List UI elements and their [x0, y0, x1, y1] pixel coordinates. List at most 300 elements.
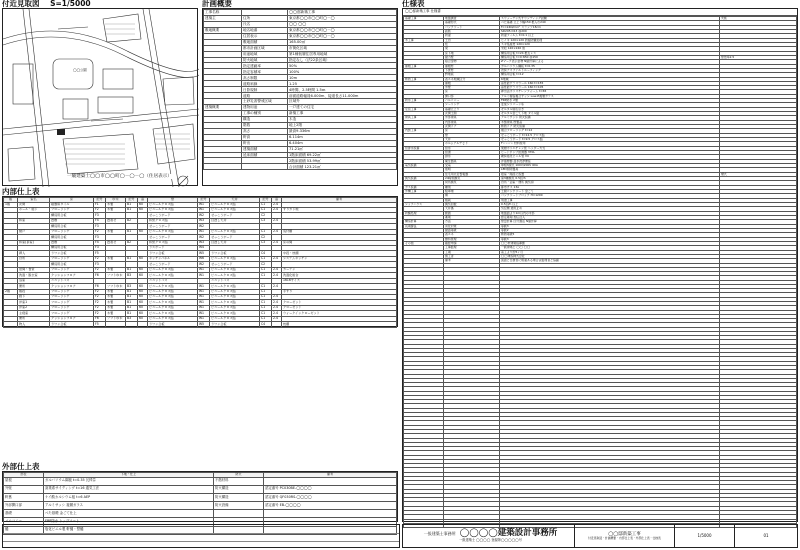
spec-cell: 給湯 — [444, 151, 500, 155]
interior-cell: 構造用合板 — [50, 262, 94, 267]
interior-cell: 台所 — [18, 256, 50, 261]
plan-cell: 氏名 — [242, 21, 288, 27]
interior-cell: ビニールクロス貼 — [148, 311, 198, 316]
interior-cell: 2.4 — [272, 202, 282, 207]
interior-cell: 60 — [138, 284, 148, 289]
interior-cell: 廊下 — [18, 294, 50, 299]
interior-cell: F3 — [94, 213, 106, 218]
interior-cell: B1 — [126, 267, 138, 272]
interior-cell: C1 — [260, 289, 272, 294]
spec-cell: 受電 — [444, 164, 500, 168]
spec-cell: 玄関ドア — [444, 125, 500, 129]
interior-cell: ビニールクロス貼 — [148, 289, 198, 294]
interior-cell: クッションフロア — [50, 284, 94, 289]
interior-cell: 手すり — [282, 289, 397, 294]
interior-cell: W1 — [198, 273, 210, 278]
spec-cell: 壁 — [444, 133, 500, 137]
interior-cell: クローゼット — [282, 300, 397, 305]
interior-cell: F3 — [94, 224, 106, 229]
exterior-cell: バルコニー — [4, 518, 44, 526]
interior-finish-table — [3, 197, 397, 328]
spec-cell: ホルムアルデヒド — [444, 142, 500, 146]
interior-cell: ビニールクロス貼 — [148, 273, 198, 278]
spec-cell: ヒノキ 120×120 防腐防蟻処理 — [500, 38, 720, 42]
spec-cell: 基礎工事 — [404, 16, 444, 20]
interior-cell: 60 — [138, 289, 148, 294]
exterior-cell: 外壁 — [4, 485, 44, 493]
spec-cell: 複合フローリング t=12 — [500, 129, 720, 133]
interior-cell: B1 — [126, 256, 138, 261]
spec-cell: 屋根 — [444, 81, 500, 85]
plan-cell: 新築工事 — [288, 110, 397, 116]
interior-header-cell: 巾木 — [106, 198, 126, 203]
spec-cell: 断熱工事 — [404, 77, 444, 81]
interior-cell: C1 — [260, 273, 272, 278]
exterior-cell: べた基礎 金ごて仕上 — [44, 510, 214, 518]
map-drawing — [3, 9, 199, 187]
exterior-row — [4, 493, 397, 501]
plan-cell: 工事名称 — [204, 10, 242, 16]
spec-cell: 電気設備 — [404, 164, 444, 168]
plan-cell: 指定なし（法22条区域） — [288, 57, 397, 63]
spec-cell: 耐震等級 — [444, 228, 500, 232]
interior-header-cell: 記号 — [126, 198, 138, 203]
interior-cell: 60 — [138, 300, 148, 305]
exterior-cell: 認定番号 PC030BE-◯◯◯◯ — [264, 485, 397, 493]
plan-cell: 延床面積 — [242, 152, 288, 158]
plan-cell: 指定建蔽率 — [242, 63, 288, 69]
interior-cell: C1 — [260, 305, 272, 310]
interior-cell: 床の間 — [282, 240, 397, 245]
interior-cell: F2 — [94, 294, 106, 299]
interior-cell: ビニールクロス貼 — [148, 294, 198, 299]
spec-cell: べた基礎 立上り幅150 根入れ240 — [500, 21, 720, 25]
interior-cell: 和紙クロス貼 — [148, 240, 198, 245]
spec-cell: 長期優良 — [404, 224, 444, 228]
spec-cell: 種別 — [444, 185, 500, 189]
interior-cell: F6 — [94, 273, 106, 278]
spec-cell: 駐車場 — [444, 190, 500, 194]
spec-table — [403, 16, 797, 528]
interior-cell: W2 — [198, 235, 210, 240]
office-label: 一級建築士事務所 — [423, 530, 456, 536]
spec-cell: 台所・浴室・便所 換気扇 — [500, 181, 720, 185]
spec-cell: 植栽 — [444, 198, 500, 202]
interior-cell: W1 — [198, 202, 210, 207]
plan-cell: ◯◯邸新築工事 — [288, 10, 397, 16]
interior-header-cell: 壁 — [148, 198, 198, 203]
interior-cell: 2.4 — [272, 256, 282, 261]
plan-cell: 地上2階 — [288, 122, 397, 128]
interior-cell: ソフト巾木 — [106, 316, 126, 321]
spec-cell: ◯◯建設株式会社 — [500, 254, 720, 258]
interior-cell: C1 — [260, 284, 272, 289]
spec-cell: Zマーク表示金物 N値計算による — [500, 60, 720, 64]
interior-cell: ラワン合板 — [148, 251, 198, 256]
spec-cell: 認定薬剤 加圧注入 — [500, 216, 720, 220]
interior-cell: 2階 — [4, 289, 18, 294]
plan-summary-table — [203, 9, 397, 170]
plan-cell: 100% — [288, 69, 397, 75]
spec-cell: コンクリート — [444, 25, 500, 29]
spec-cell: 施工者 — [444, 254, 500, 258]
interior-cell: 畳寄せ — [106, 240, 126, 245]
interior-cell: F3 — [94, 262, 106, 267]
plan-cell: 一戸建ての住宅 — [288, 105, 397, 111]
spec-cell: バルコニー — [444, 99, 500, 103]
interior-cell: 玄関 — [18, 202, 50, 207]
spec-cell: 照明 — [444, 168, 500, 172]
exterior-cell: 防火構造 — [214, 485, 264, 493]
interior-cell: せっこうボード — [210, 262, 260, 267]
exterior-cell: FRP防水 トップコート — [44, 518, 214, 526]
interior-header-cell: 記号 — [260, 198, 272, 203]
spec-cell: 天井裏 — [444, 207, 500, 211]
interior-cell: 磁器質タイル — [50, 202, 94, 207]
exterior-cell — [214, 510, 264, 518]
interior-cell: 1階 — [4, 202, 18, 207]
spec-cell: 塀 — [444, 194, 500, 198]
interior-cell: ビニールクロス貼 — [210, 256, 260, 261]
spec-cell: 左官工事 — [404, 107, 444, 111]
map-caption: 一級建築士◯◯市◯◯町◯－◯－◯（住居表示） — [67, 174, 172, 179]
plan-cell: 建築主 — [204, 15, 242, 21]
interior-cell: ラワン合板 — [210, 322, 260, 327]
interior-cell: ビニールクロス貼 — [210, 284, 260, 289]
interior-cell — [272, 322, 282, 327]
interior-cell: 2.4 — [272, 316, 282, 321]
spec-cell: 構造用合板 t=9 N50 @150 — [500, 55, 720, 59]
interior-cell: F3 — [94, 246, 106, 251]
interior-cell: ラワン合板 — [50, 322, 94, 327]
interior-cell: ラスボード — [148, 246, 198, 251]
plan-cell: 階数 — [242, 122, 288, 128]
interior-cell: W3 — [198, 240, 210, 245]
spec-cell: 住宅用火災警報器 — [444, 172, 500, 176]
plan-cell: 2階床面積 53.99㎡ — [288, 158, 397, 164]
interior-cell: C1 — [260, 256, 272, 261]
interior-cell: ビニールクロス貼 — [210, 289, 260, 294]
interior-cell: W4 — [198, 246, 210, 251]
interior-cell: せっこうボード — [210, 235, 260, 240]
plan-cell: 高さ制限 — [242, 75, 288, 81]
exterior-section-title: 外部仕上表 — [2, 463, 43, 472]
plan-summary-box — [202, 8, 398, 186]
spec-cell: 地盤面より1m以内の木部 — [500, 211, 720, 215]
interior-cell: 60 — [138, 267, 148, 272]
interior-cell: ビニールクロス貼 — [148, 316, 198, 321]
interior-cell: 2.4 — [272, 311, 282, 316]
exterior-header-cell: 下地・仕上 — [44, 473, 214, 478]
drawing-title: 付近見取図・計画概要・内部仕上表・外部仕上表・仕様表 — [588, 535, 661, 540]
spec-cell: 24時間換気 — [444, 177, 500, 181]
plan-cell — [242, 164, 288, 170]
spec-cell: SD295 D13 @200 — [500, 29, 720, 33]
interior-cell: C3 — [260, 218, 272, 223]
spec-cell: 局所換気 — [444, 181, 500, 185]
plan-cell: 工事の種別 — [242, 110, 288, 116]
interior-cell: F4 — [94, 240, 106, 245]
interior-cell: C1 — [260, 311, 272, 316]
spec-cell: F☆☆☆☆ 材料使用 — [500, 142, 720, 146]
interior-cell: W1 — [198, 311, 210, 316]
spec-cell: 第3種換気 0.5回/h — [500, 177, 720, 181]
interior-cell: B1 — [126, 294, 138, 299]
interior-cell: ウォークインクローゼット — [282, 311, 397, 316]
interior-cell: C2 — [260, 235, 272, 240]
exterior-header-cell: 防火 — [214, 473, 264, 478]
interior-cell: クッションフロア — [50, 316, 94, 321]
exterior-cell: 屋根 — [4, 477, 44, 485]
interior-cell: 便所 — [18, 316, 50, 321]
spec-cell: モルタル刷毛引き — [500, 107, 720, 111]
plan-cell: 6.404m — [288, 140, 397, 146]
exterior-row — [4, 510, 397, 518]
interior-cell: 木製 — [106, 311, 126, 316]
spec-cell: アルミ樹脂複合サッシ Low-E複層ガラス — [500, 94, 720, 98]
interior-cell — [126, 322, 138, 327]
spec-cell: 断熱ドア 防火設備 — [500, 125, 720, 129]
plan-cell: 4時間、2.5時間 1.5ｍ — [288, 87, 397, 93]
plan-section-title: 計画概要 — [202, 0, 235, 9]
spec-cell: 都市ガス 13A — [500, 185, 720, 189]
exterior-cell: 窯業系サイディング t=16 通気工法 — [44, 485, 214, 493]
plan-cell: 防火地域 — [242, 57, 288, 63]
interior-cell: ビニールクロス貼 — [148, 267, 198, 272]
interior-cell: ビニールクロス貼 — [210, 273, 260, 278]
interior-cell: 2.4 — [272, 294, 282, 299]
spec-cell: 構造用合板 t=12 — [500, 73, 720, 77]
plan-cell: 区域外 — [288, 99, 397, 105]
plan-cell: 都市計画区域 — [242, 45, 288, 51]
exterior-cell: 基礎 — [4, 510, 44, 518]
interior-cell: ソフト巾木 — [106, 273, 126, 278]
spec-cell: 野地板 — [444, 73, 500, 77]
interior-cell: ビニールクロス貼 — [210, 207, 260, 212]
spec-cell: 維持管理 — [444, 237, 500, 241]
spec-cell: 架橋ポリエチレン管 ヘッダー方式 — [500, 146, 720, 150]
exterior-cell: 不燃材料 — [214, 477, 264, 485]
spec-cell: 断熱等級5 — [500, 233, 720, 237]
interior-cell: C1 — [260, 202, 272, 207]
interior-cell: 60 — [138, 316, 148, 321]
interior-cell: B1 — [126, 305, 138, 310]
vicinity-map — [2, 8, 198, 186]
interior-cell: 洋室1 — [18, 300, 50, 305]
spec-cell: FRP防水 2層 — [500, 99, 720, 103]
interior-cell: ラワン合板 — [148, 322, 198, 327]
spec-cell: 内部建具 — [444, 120, 500, 124]
interior-cell: 2.4 — [272, 284, 282, 289]
interior-cell: ソフト巾木 — [106, 284, 126, 289]
spec-cell: 内装工事 — [404, 129, 444, 133]
office-name: ◯◯◯◯建築設計事務所 — [459, 528, 558, 539]
interior-cell: せっこうボード — [148, 224, 198, 229]
spec-cell: 外壁 — [444, 86, 500, 90]
spec-cell: 省エネ地域区分 — [444, 77, 500, 81]
interior-cell: 洗面化粧台 — [282, 273, 397, 278]
spec-cell: 構造用合板 t=24 根太レス — [500, 51, 720, 55]
interior-cell — [138, 322, 148, 327]
interior-cell: F2 — [94, 229, 106, 234]
interior-cell: 木製 — [106, 207, 126, 212]
plan-cell: 6.114m — [288, 134, 397, 140]
plan-cell: 165.00㎡ — [288, 39, 397, 45]
exterior-header-cell: 備考 — [264, 473, 397, 478]
interior-cell: ビニールクロス貼 — [210, 229, 260, 234]
spec-cell: せっこうボード t=12.5 クロス貼 — [500, 133, 720, 137]
spec-cell: 土台 — [444, 38, 500, 42]
spec-cell: 耐力壁 — [444, 55, 500, 59]
interior-cell: 構造用合板 — [50, 246, 94, 251]
scale-cell — [675, 525, 735, 547]
spec-cell: 建具工事 — [404, 116, 444, 120]
interior-cell: ビニールクロス貼 — [210, 294, 260, 299]
spec-cell: LED照明器具 — [500, 168, 720, 172]
spec-cell: ガス設備 — [404, 185, 444, 189]
spec-cell: 確認申請 — [444, 241, 500, 245]
exterior-row — [4, 502, 397, 510]
exterior-cell: 防火構造 — [214, 493, 264, 501]
plan-cell: 道路 — [242, 93, 288, 99]
spec-cell: 図面と仕様書に相違ある場合は監理者と協議 — [500, 259, 720, 263]
interior-cell: W1 — [198, 316, 210, 321]
interior-cell: C4 — [260, 322, 272, 327]
spec-cell: 改質アスファルトルーフィング — [500, 68, 720, 72]
interior-cell: 木製 — [106, 256, 126, 261]
spec-cell: 床 — [444, 129, 500, 133]
plan-cell: 建物用途 — [242, 105, 288, 111]
exterior-cell — [264, 477, 397, 485]
spec-cell: 壁倍率2.5 — [720, 55, 797, 59]
interior-cell: C4 — [260, 251, 272, 256]
exterior-row — [4, 477, 397, 485]
park-label: ◯◯公園 — [73, 68, 87, 72]
spec-cell: 天井 — [444, 138, 500, 142]
spec-section-title: 仕様表 — [402, 0, 428, 9]
interior-cell: C1 — [260, 267, 272, 272]
spec-cell: 備考 — [444, 259, 500, 263]
interior-cell: フローリング — [50, 267, 94, 272]
plan-cell: 指定容積率 — [242, 69, 288, 75]
plan-cell: 用途地域 — [242, 51, 288, 57]
interior-cell: W1 — [198, 300, 210, 305]
plan-cell: 構造 — [242, 116, 288, 122]
interior-cell: B1 — [126, 289, 138, 294]
interior-cell: 和紙クロス貼 — [148, 218, 198, 223]
interior-cell: F2 — [94, 289, 106, 294]
interior-cell — [106, 322, 126, 327]
interior-cell: 構造用合板 — [50, 235, 94, 240]
interior-cell: 木製 — [106, 289, 126, 294]
interior-cell: カーテン — [282, 267, 397, 272]
interior-cell: F6 — [94, 316, 106, 321]
interior-header-cell: 階 — [4, 198, 18, 203]
interior-cell: W1 — [198, 294, 210, 299]
spec-cell: 外構工事 — [404, 190, 444, 194]
interior-cell: フローリング — [50, 311, 94, 316]
interior-cell: 木製 — [106, 300, 126, 305]
spec-cell: 換気設備 — [404, 177, 444, 181]
interior-cell: 和室 — [18, 218, 50, 223]
interior-cell: 畳寄せ — [106, 218, 126, 223]
spec-cell: 構造計算 — [404, 220, 444, 224]
exterior-cell: 軒裏 — [4, 493, 44, 501]
interior-cell: フローリング — [50, 294, 94, 299]
plan-row — [204, 164, 397, 170]
interior-cell: ビニールクロス貼 — [148, 300, 198, 305]
spec-cell: 等級3 — [500, 237, 720, 241]
interior-cell: B1 — [126, 300, 138, 305]
spec-cell: 給水 — [444, 146, 500, 150]
spec-cell: 土間コンクリート 金ごて — [500, 190, 720, 194]
interior-header-cell: 高 — [272, 198, 282, 203]
interior-cell: C2 — [260, 262, 272, 267]
interior-cell: W1 — [198, 284, 210, 289]
interior-cell: フローリング — [50, 229, 94, 234]
spec-cell: 防湿フィルム t=0.1 以上 — [500, 34, 720, 38]
interior-cell: C1 — [260, 294, 272, 299]
interior-cell: F4 — [94, 218, 106, 223]
plan-cell: 木造 — [288, 116, 397, 122]
plan-cell: 東京都◯◯市◯◯町◯－◯ — [288, 27, 397, 33]
interior-cell: 便所 — [18, 284, 50, 289]
sheet-no-cell — [735, 525, 797, 547]
interior-cell: F1 — [94, 202, 106, 207]
plan-cell: 建築概要 — [204, 105, 242, 111]
exterior-cell: ガルバリウム鋼板 t=0.35 瓦棒葺 — [44, 477, 214, 485]
interior-cell: フローリング — [50, 300, 94, 305]
interior-cell: C3 — [260, 240, 272, 245]
interior-cell: ビニールクロス貼 — [210, 300, 260, 305]
interior-cell: 造付棚 — [282, 229, 397, 234]
plan-cell: 日影規制 — [242, 87, 288, 93]
spec-cell: 換気回数 — [444, 203, 500, 207]
interior-cell: C1 — [260, 316, 272, 321]
spec-cell: その他 — [404, 241, 444, 245]
spec-cell: 防水工事 — [404, 99, 444, 103]
spec-cell: 等級3 — [500, 224, 720, 228]
spec-cell: 鉄筋 — [444, 29, 500, 33]
exterior-cell: 防火設備 — [214, 502, 264, 510]
plan-cell: 前面道路幅員6.000m、接道長さ11.000m — [288, 93, 397, 99]
interior-cell: 構造用合板 — [50, 213, 94, 218]
spec-cell: 給排水設備 — [404, 146, 444, 150]
spec-cell: ◯◯市建築指導課 — [500, 241, 720, 245]
exterior-row — [4, 485, 397, 493]
plan-cell: 軒高 — [242, 134, 288, 140]
interior-cell: 60 — [138, 256, 148, 261]
interior-cell: ビニールクロス貼 — [210, 305, 260, 310]
spec-cell: スウェーデン式サウンディング試験 — [500, 16, 720, 20]
interior-cell: せっこうボード — [148, 213, 198, 218]
interior-header-cell: 床 — [50, 198, 94, 203]
interior-cell: フローリング — [50, 256, 94, 261]
interior-cell: 60 — [138, 229, 148, 234]
interior-cell: W5 — [198, 322, 210, 327]
interior-cell: ラワン合板 — [50, 251, 94, 256]
interior-cell: 枕棚 — [282, 322, 397, 327]
plan-cell: 71.21㎡ — [288, 146, 397, 152]
interior-cell: 洗面・脱衣室 — [18, 273, 50, 278]
interior-cell: 2.4 — [272, 229, 282, 234]
exterior-cell: ケイ酸カルシウム板 t=6 AEP — [44, 493, 214, 501]
interior-cell: ラワン合板 — [210, 251, 260, 256]
spec-cell: 実施 — [720, 16, 797, 20]
plan-cell: 土砂災害警戒区域 — [242, 99, 288, 105]
interior-cell: F5 — [94, 251, 106, 256]
spec-cell: 寝室・階段に設置 — [500, 172, 720, 176]
